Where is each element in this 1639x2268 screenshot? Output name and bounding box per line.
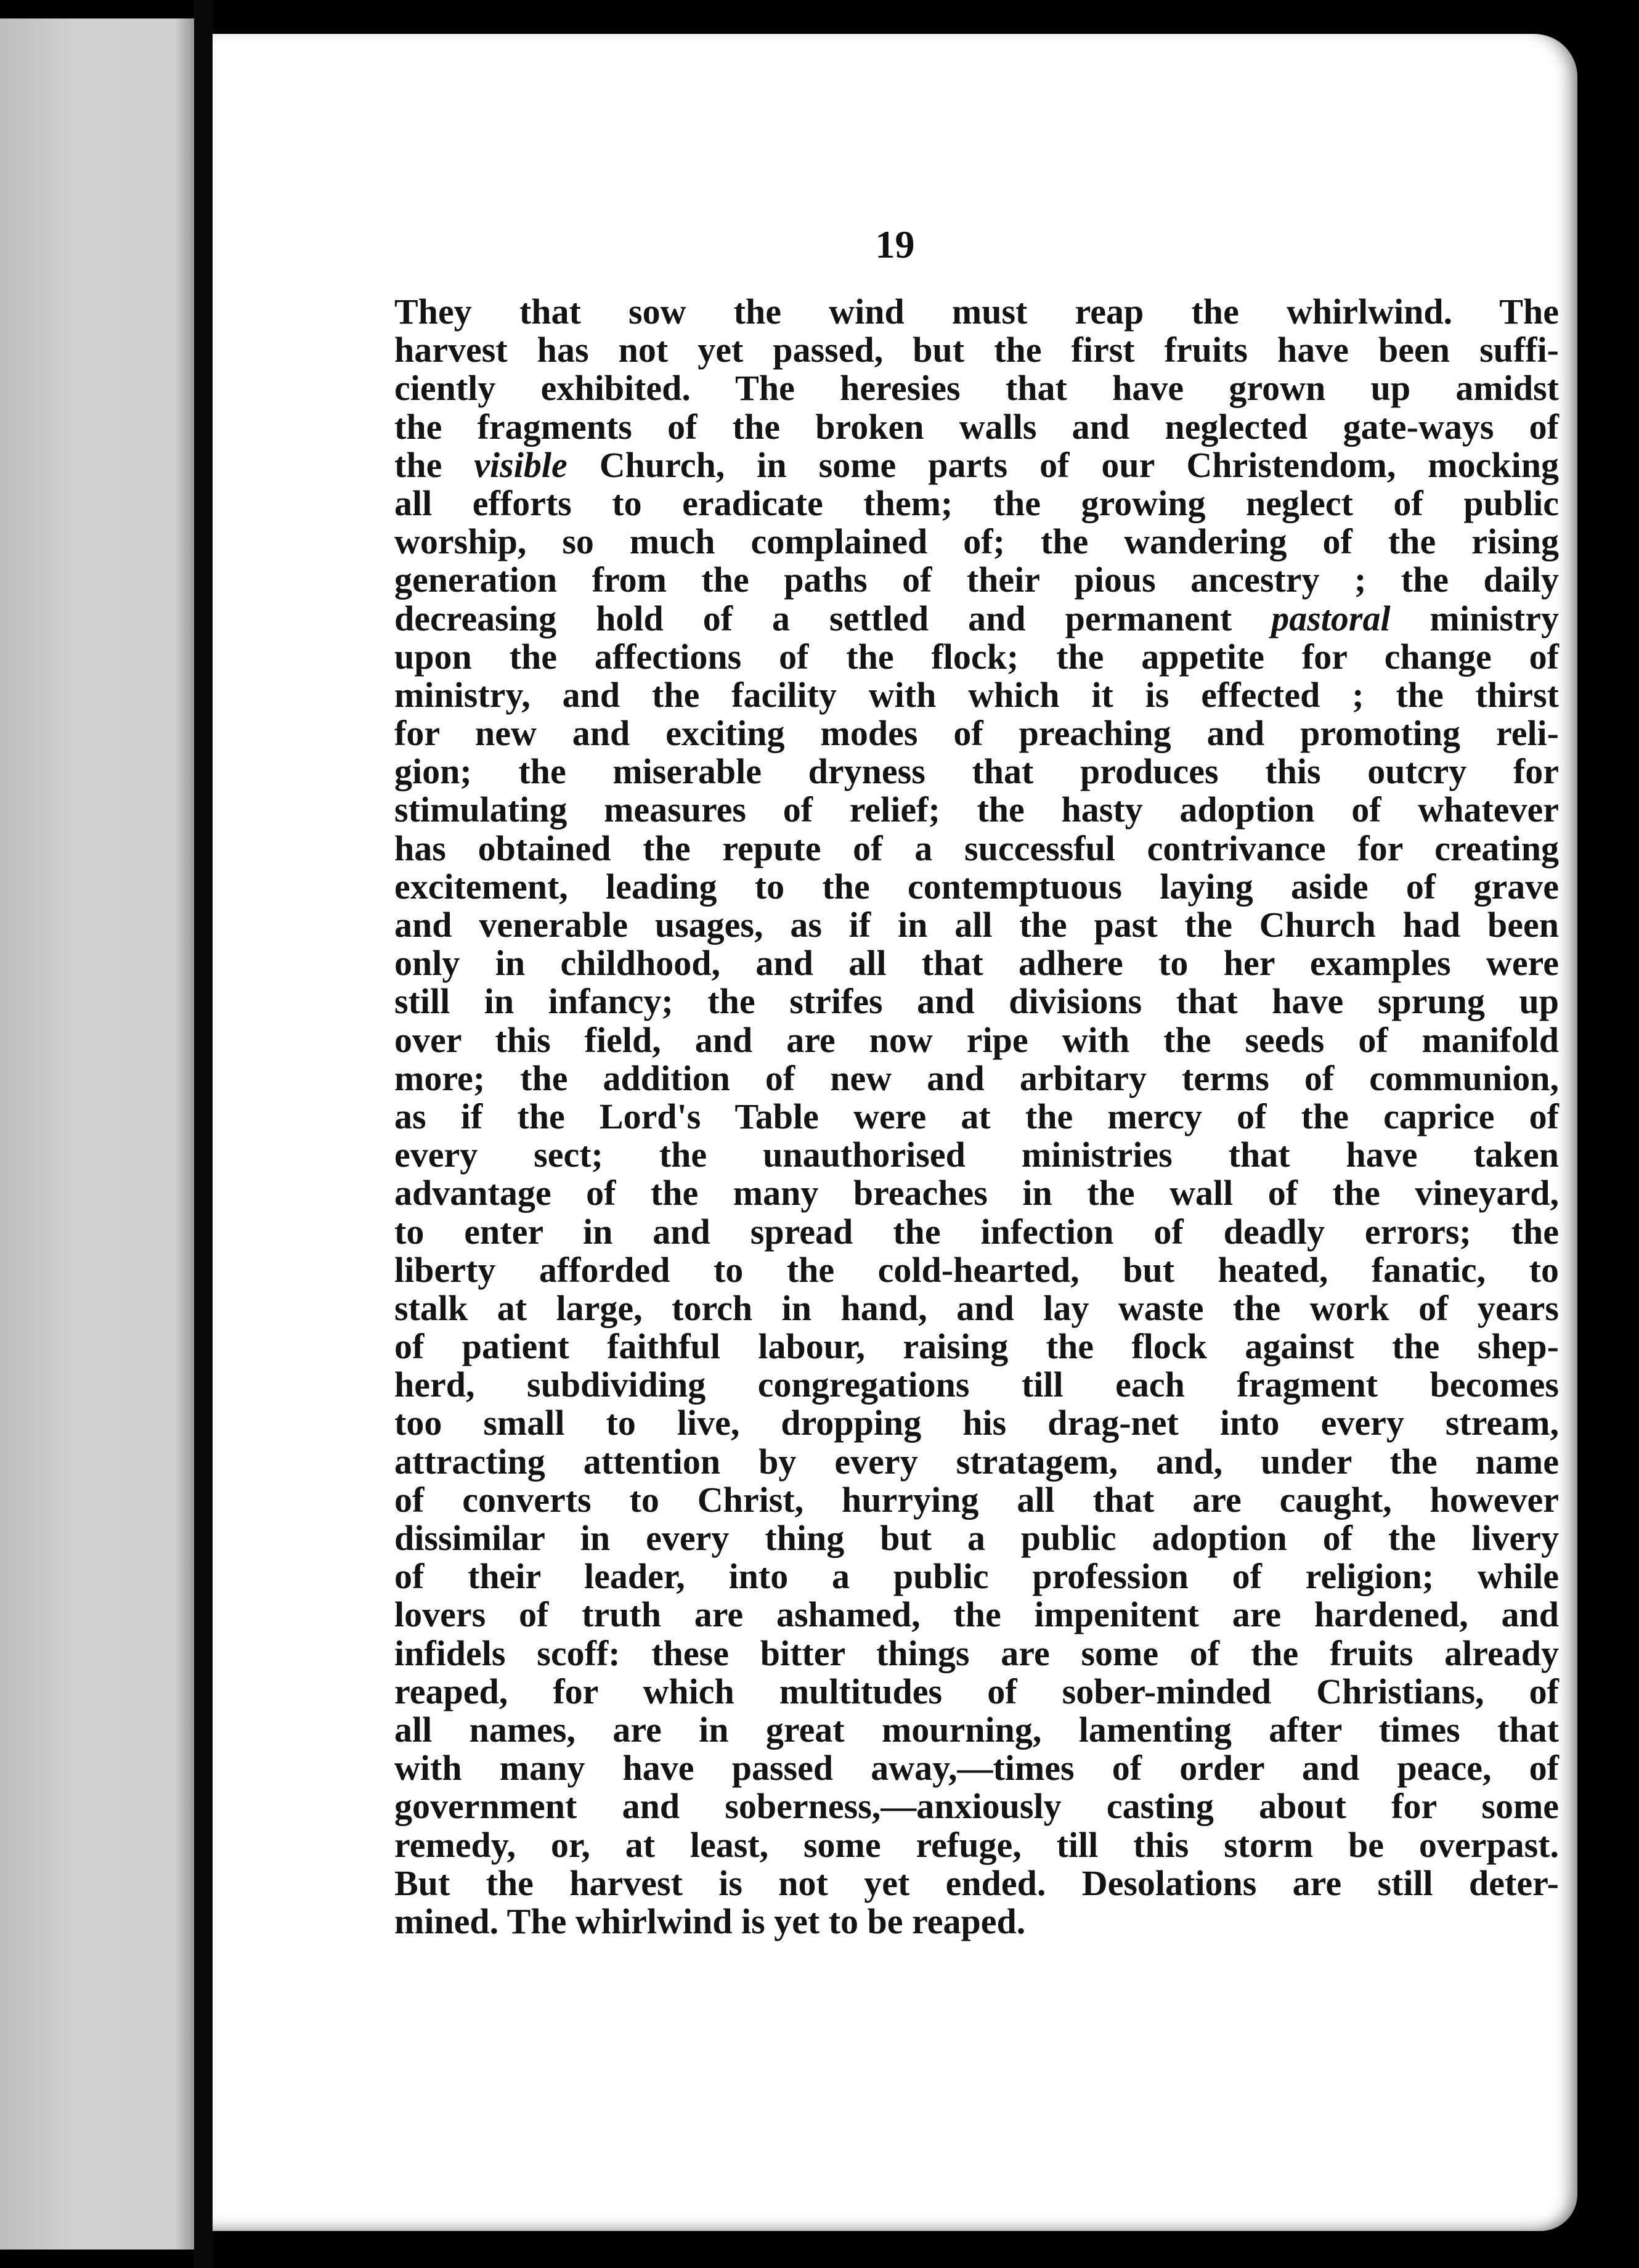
text-line: has obtained the repute of a successful contrivance for creating	[394, 828, 1559, 868]
text-line: attracting attention by every stratagem, and, under the name	[394, 1441, 1559, 1482]
text-line: every sect; the unauthorised ministries that have taken	[394, 1135, 1559, 1175]
text-line: with many have passed away,—times of order and peace, of	[394, 1748, 1559, 1789]
book-gutter	[194, 0, 213, 2268]
page-number: 19	[875, 222, 915, 266]
text-line: worship, so much complained of; the wandering of the rising	[394, 521, 1559, 562]
text-line: as if the Lord's Table were at the mercy of the caprice of	[394, 1096, 1559, 1136]
text-line: more; the addition of new and arbitary terms of communion,	[394, 1058, 1559, 1098]
text-line: stalk at large, torch in hand, and lay waste the work of years	[394, 1287, 1559, 1328]
text-line: stimulating measures of relief; the hasty adoption of whatever	[394, 789, 1559, 830]
text-line: harvest has not yet passed, but the first fruits have been suffi-	[394, 330, 1559, 370]
text-line: herd, subdividing congregations till each fragment becomes	[394, 1364, 1559, 1405]
text-line: only in childhood, and all that adhere to her examples were	[394, 943, 1559, 984]
text-line: to enter in and spread the infection of deadly errors; the	[394, 1211, 1559, 1252]
text-line: mined. The whirlwind is yet to be reaped.	[394, 1901, 1026, 1941]
text-line: of converts to Christ, hurrying all that are caught, however	[394, 1479, 1559, 1520]
text-line: too small to live, dropping his drag-net into every stream,	[394, 1403, 1559, 1443]
text-line: the fragments of the broken walls and neglected gate-ways of	[394, 406, 1559, 447]
italic-word: pastoral	[1271, 598, 1391, 638]
text-line: remedy, or, at least, some refuge, till this storm be overpast.	[394, 1824, 1559, 1865]
text-line: of their leader, into a public profession of religion; while	[394, 1556, 1559, 1597]
text-line: reaped, for which multitudes of sober-minded Christians, of	[394, 1671, 1559, 1711]
text-line: liberty afforded to the cold-hearted, but heated, fanatic, to	[394, 1249, 1559, 1290]
text-line: and venerable usages, as if in all the past the Church had been	[394, 905, 1559, 945]
text-line: ministry, and the facility with which it is effected ; the thirst	[394, 674, 1559, 715]
text-line: infidels scoff: these bitter things are some of the fruits already	[394, 1633, 1559, 1673]
text-line: ciently exhibited. The heresies that have grown up amidst	[394, 368, 1559, 409]
facing-page-edge	[0, 18, 194, 2250]
text-line: excitement, leading to the contemptuous laying aside of grave	[394, 866, 1559, 907]
text-line: all efforts to eradicate them; the growing neglect of public	[394, 483, 1559, 523]
text-line: government and soberness,—anxiously casting about for some	[394, 1786, 1559, 1827]
text-line: for new and exciting modes of preaching and promoting reli-	[394, 713, 1559, 754]
text-line: lovers of truth are ashamed, the impenitent are hardened, and	[394, 1594, 1559, 1635]
text-line: over this field, and are now ripe with the seeds of manifold	[394, 1019, 1559, 1060]
text-line: But the harvest is not yet ended. Desolations are still deter-	[394, 1862, 1559, 1903]
text-line: decreasing hold of a settled and permanent pastoral ministry	[394, 598, 1559, 638]
book-page	[213, 34, 1577, 2231]
text-line: still in infancy; the strifes and divisions that have sprung up	[394, 981, 1559, 1022]
italic-word: visible	[474, 444, 567, 485]
text-line: the visible Church, in some parts of our Christendom, mocking	[394, 444, 1559, 485]
body-text	[394, 293, 1559, 1941]
text-line: generation from the paths of their pious ancestry ; the daily	[394, 560, 1559, 600]
text-line: all names, are in great mourning, lamenting after times that	[394, 1709, 1559, 1750]
text-line: gion; the miserable dryness that produces this outcry for	[394, 751, 1559, 792]
text-line: upon the affections of the flock; the appetite for change of	[394, 636, 1559, 677]
text-line: dissimilar in every thing but a public adoption of the livery	[394, 1518, 1559, 1558]
text-line: of patient faithful labour, raising the flock against the shep-	[394, 1326, 1559, 1367]
text-line: They that sow the wind must reap the whirlwind. The	[394, 292, 1559, 332]
text-line: advantage of the many breaches in the wall of the vineyard,	[394, 1173, 1559, 1214]
